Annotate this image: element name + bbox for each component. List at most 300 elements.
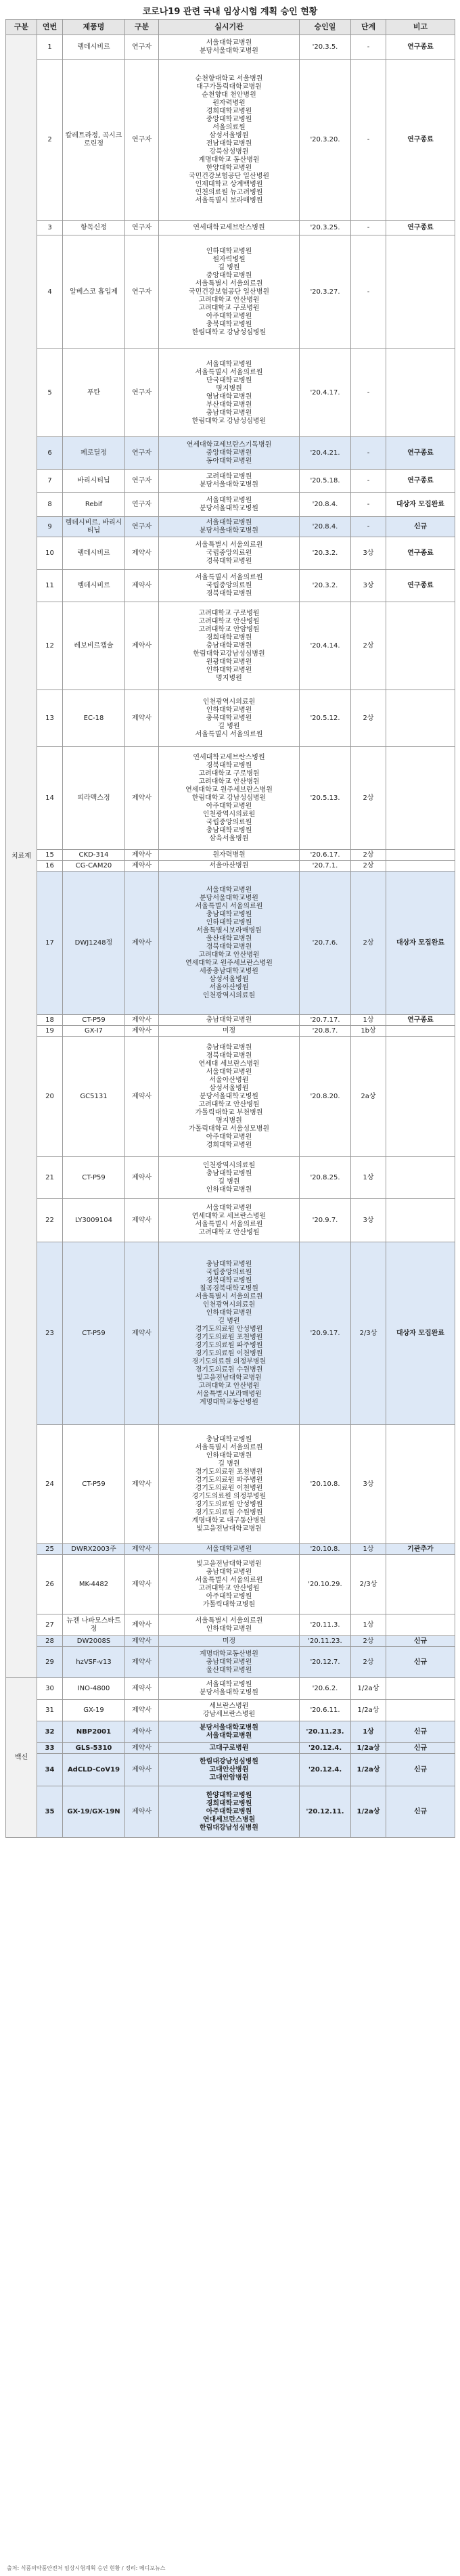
product-name: NBP2001 [63,1721,125,1743]
product-name: 알베스코 흡입제 [63,235,125,349]
status-note [386,1199,455,1242]
institution-list [159,1555,300,1614]
sponsor-type: 제약사 [125,1678,159,1700]
table-row [6,690,455,747]
institution-item: 충남대학교병원 [206,641,252,650]
status-note: 연구종료 [386,537,455,570]
table-row [6,1015,455,1026]
table-header-row [6,20,455,35]
trial-phase: 2/3상 [351,1242,386,1425]
institution-item: 서울아산병원 [209,1076,249,1084]
approval-date: '20.6.2. [300,1678,351,1700]
status-note: 연구종료 [386,35,455,60]
product-name: EC-18 [63,690,125,747]
sponsor-type: 제약사 [125,1786,159,1838]
trial-phase: 2상 [351,872,386,1015]
institution-item: 고려대학교 안산병원 [198,777,260,786]
institution-item: 고려대학교병원 [206,472,252,480]
approval-date: '20.9.7. [300,1199,351,1242]
institution-item: 중앙대학교병원 [206,449,252,457]
institution-item: 고려대학교 구로병원 [198,304,260,312]
institution-item: 영남대학교병원 [206,392,252,401]
institution-item: 서울대학교병원 [206,39,252,47]
approval-date: '20.7.6. [300,872,351,1015]
institution-item: 세브란스병원 [209,1702,249,1710]
status-note [386,1037,455,1157]
row-number: 4 [37,235,63,349]
institution-item: 서울특별시 서울의료원 [195,573,263,581]
institution-item: 서울아산병원 [209,861,249,869]
institution-item: 한양대학교병원 [206,164,252,172]
sponsor-type: 제약사 [125,747,159,850]
status-note: 연구종료 [386,470,455,493]
approval-date: '20.8.4. [300,517,351,537]
product-name: CT-P59 [63,1425,125,1544]
table-row [6,1678,455,1700]
approval-date: '20.12.4. [300,1743,351,1754]
product-name: CT-P59 [63,1015,125,1026]
table-row [6,747,455,850]
institution-item: 가톨릭대학교 서울성모병원 [188,1125,270,1133]
table-row [6,1647,455,1678]
status-note [386,1157,455,1199]
table-row [6,1037,455,1157]
institution-item: 계명대학교 동산병원 [198,156,260,164]
row-number: 10 [37,537,63,570]
institution-item: 고대안암병원 [209,1773,249,1782]
institution-item: 서울특별시 서울의료원 [195,1443,263,1451]
institution-item: 중앙대학교병원 [206,271,252,279]
sponsor-type: 제약사 [125,1242,159,1425]
institution-list [159,1015,300,1026]
product-name: 바리시티닙 [63,470,125,493]
header-product: 제품명 [63,20,125,35]
institution-item: 충북대학교병원 [206,714,252,722]
institution-item: 서울특별시 서울의료원 [195,1292,263,1301]
trial-phase: 1상 [351,1614,386,1636]
institution-item: 연세대학교 세브란스병원 [191,1212,267,1220]
institution-item: 경기도의료원 이천병원 [195,1484,263,1492]
status-note: 신규 [386,1754,455,1786]
status-note [386,747,455,850]
institution-item: 서울대학교병원 [206,1204,252,1212]
institution-item: 한림대강남성심병원 [200,1757,258,1765]
institution-item: 충북대학교병원 [206,320,252,328]
institution-item: 빛고을전남대학교병원 [196,1560,262,1568]
institution-item: 고려대학교 안산병원 [198,1228,260,1236]
sponsor-type: 제약사 [125,1157,159,1199]
sponsor-type: 제약사 [125,1026,159,1037]
row-number: 29 [37,1647,63,1678]
row-number: 14 [37,747,63,850]
table-row [6,221,455,235]
trial-phase: 3상 [351,1199,386,1242]
product-name: hzVSF-v13 [63,1647,125,1678]
row-number: 18 [37,1015,63,1026]
row-number: 2 [37,60,63,221]
trial-phase: - [351,35,386,60]
sponsor-type: 연구자 [125,60,159,221]
institution-item: 대구가톨릭대학교병원 [196,83,262,91]
institution-item: 국민건강보험공단 일산병원 [188,172,270,180]
table-row [6,861,455,872]
institution-item: 경기도의료원 안성병원 [195,1325,263,1333]
institution-list [159,1026,300,1037]
row-number: 35 [37,1786,63,1838]
institution-item: 한림대학교 강남성심병원 [191,794,267,802]
institution-item: 삼성서울병원 [209,975,249,983]
institution-item: 울산대학교병원 [206,1666,252,1674]
institution-item: 한림대학교 강남성심병원 [191,328,267,336]
institution-item: 국립중앙의료원 [206,581,252,589]
sponsor-type: 제약사 [125,570,159,602]
institution-list [159,690,300,747]
row-number: 12 [37,602,63,690]
status-note [386,602,455,690]
approval-date: '20.10.8. [300,1544,351,1555]
approval-date: '20.3.20. [300,60,351,221]
institution-item: 강남세브란스병원 [202,1710,256,1718]
header-type: 구분 [125,20,159,35]
institution-item: 서울특별시 서울의료원 [195,730,263,738]
institution-item: 충남대학교병원 [206,1658,252,1666]
product-name: GX-I7 [63,1026,125,1037]
institution-item: 고려대학교 안산병원 [198,1584,260,1592]
sponsor-type: 제약사 [125,1743,159,1754]
institution-item: 부산대학교병원 [206,401,252,409]
institution-item: 경희대학교병원 [206,107,252,115]
row-number: 15 [37,850,63,861]
trial-phase: 1/2a상 [351,1678,386,1700]
approval-date: '20.5.18. [300,470,351,493]
product-name: DWRX2003주 [63,1544,125,1555]
status-note [386,690,455,747]
approval-date: '20.6.17. [300,850,351,861]
institution-item: 전남대학교병원 [206,139,252,148]
product-name: 렘데시비르 [63,537,125,570]
institution-item: 경기도의료원 의정부병원 [191,1357,267,1365]
sponsor-type: 제약사 [125,872,159,1015]
institution-item: 국립중앙의료원 [206,818,252,826]
institution-item: 서울대학교병원 [206,360,252,368]
status-note: 연구종료 [386,1015,455,1026]
product-name: GC5131 [63,1037,125,1157]
institution-list [159,235,300,349]
institution-item: 계명대학교 대구동산병원 [191,1516,267,1524]
institution-item: 고려대학교 안산병원 [198,1100,260,1108]
trial-phase: 2상 [351,602,386,690]
institution-item: 서울특별시 서울의료원 [195,541,263,549]
institution-item: 명지병원 [216,384,242,392]
status-note: 연구종료 [386,437,455,470]
product-name: 레보비르캡슐 [63,602,125,690]
institution-list [159,850,300,861]
table-row [6,1026,455,1037]
institution-item: 국민건강보험공단 일산병원 [188,288,270,296]
institution-item: 한림대학교 강남성심병원 [191,417,267,425]
institution-item: 경북대학교병원 [206,943,252,951]
institution-item: 서울특별시 서울의료원 [195,902,263,910]
institution-item: 충남대학교병원 [206,1043,252,1052]
status-note: 대상자 모집완료 [386,493,455,517]
table-row [6,60,455,221]
row-number: 23 [37,1242,63,1425]
table-row [6,1544,455,1555]
institution-list [159,1425,300,1544]
product-name: 피라맥스정 [63,747,125,850]
row-number: 3 [37,221,63,235]
institution-item: 인제대학교 상계백병원 [195,180,263,188]
institution-item: 분당서울대학교병원 [200,526,258,535]
approval-date: '20.5.12. [300,690,351,747]
institution-item: 동아대학교병원 [206,457,252,465]
source-note: 출처: 식품의약품안전처 임상시험계획 승인 현황 / 정리: 메디포뉴스 [7,2565,166,2571]
row-number: 16 [37,861,63,872]
trial-phase: 1상 [351,1721,386,1743]
trial-phase: 2/3상 [351,1555,386,1614]
table-row [6,1614,455,1636]
institution-item: 분당서울대학교병원 [200,480,258,489]
sponsor-type: 제약사 [125,602,159,690]
product-name: 항독신정 [63,221,125,235]
institution-list [159,1721,300,1743]
sponsor-type: 연구자 [125,235,159,349]
institution-item: 서울대학교병원 [206,886,252,894]
institution-item: 경기도의료원 의정부병원 [191,1492,267,1500]
product-name: CG-CAM20 [63,861,125,872]
institution-list [159,1678,300,1700]
institution-item: 길 병원 [218,263,240,271]
institution-item: 충남대학교병원 [206,1260,252,1268]
trial-phase: 1상 [351,1157,386,1199]
institution-list [159,1199,300,1242]
sponsor-type: 연구자 [125,470,159,493]
institution-item: 서울특별시 서울의료원 [195,1576,263,1584]
institution-list [159,517,300,537]
table-row [6,1636,455,1647]
product-name: CKD-314 [63,850,125,861]
sponsor-type: 제약사 [125,850,159,861]
institution-item: 경기도의료원 수원병원 [195,1365,263,1374]
row-number: 13 [37,690,63,747]
table-row [6,1555,455,1614]
row-number: 8 [37,493,63,517]
approval-date: '20.12.7. [300,1647,351,1678]
sponsor-type: 제약사 [125,1015,159,1026]
trial-phase: - [351,349,386,437]
status-note [386,850,455,861]
institution-list [159,60,300,221]
institution-item: 분당서울대학교병원 [200,894,258,902]
table-row [6,602,455,690]
institution-item: 고대안산병원 [209,1765,249,1773]
institution-item: 고대구로병원 [209,1744,249,1752]
institution-item: 가톨릭대학교병원 [202,1600,256,1608]
institution-item: 경기도의료원 포천병원 [195,1468,263,1476]
product-name: DWJ1248정 [63,872,125,1015]
institution-item: 서울대학교병원 [206,1068,252,1076]
institution-list [159,35,300,60]
status-note: 연구종료 [386,221,455,235]
institution-item: 길 병원 [218,1317,240,1325]
approval-date: '20.12.4. [300,1754,351,1786]
institution-item: 인천광역시의료원 [202,698,256,706]
institution-item: 경북대학교병원 [206,761,252,769]
product-name: GLS-5310 [63,1743,125,1754]
institution-item: 인천광역시의료원 [202,810,256,818]
trial-phase: - [351,221,386,235]
institution-list [159,470,300,493]
institution-list [159,437,300,470]
status-note: 연구종료 [386,60,455,221]
sponsor-type: 연구자 [125,517,159,537]
table-row [6,437,455,470]
product-name: 푸탄 [63,349,125,437]
trial-phase: 2상 [351,1647,386,1678]
institution-item: 인천의료원 뉴고려병원 [195,188,263,196]
institution-item: 원자력병원 [212,851,246,859]
header-institution: 실시기관 [159,20,300,35]
institution-item: 인천광역시의료원 [202,1301,256,1309]
status-note: 대상자 모집완료 [386,1242,455,1425]
institution-item: 명지병원 [216,674,242,682]
approval-date: '20.5.13. [300,747,351,850]
approval-date: '20.4.21. [300,437,351,470]
approval-date: '20.11.3. [300,1614,351,1636]
institution-item: 경희대학교병원 [206,1141,252,1149]
institution-item: 서울특별시보라매병원 [196,926,262,934]
institution-list [159,747,300,850]
row-number: 6 [37,437,63,470]
institution-list [159,570,300,602]
institution-item: 연대세브란스병원 [202,1815,256,1824]
approval-date: '20.3.2. [300,537,351,570]
institution-item: 서울대학교병원 [206,518,252,526]
approval-date: '20.7.17. [300,1015,351,1026]
institution-item: 인하대학교병원 [206,666,252,674]
institution-item: 아주대학교병원 [206,1592,252,1600]
institution-item: 서울대학교병원 [206,496,252,504]
institution-item: 한양대학교병원 [206,1791,252,1799]
sponsor-type: 제약사 [125,861,159,872]
product-name: LY3009104 [63,1199,125,1242]
table-row [6,570,455,602]
table-row [6,493,455,517]
institution-item: 경기도의료원 수원병원 [195,1508,263,1516]
institution-item: 길 병원 [218,1460,240,1468]
table-row [6,1157,455,1199]
institution-list [159,861,300,872]
institution-item: 경기도의료원 파주병원 [195,1476,263,1484]
institution-list [159,1786,300,1838]
institution-item: 연세대학교세브란스병원 [193,223,265,231]
institution-item: 서울특별시 서울의료원 [195,279,263,288]
institution-item: 빛고을전남대학교병원 [196,1524,262,1533]
institution-item: 삼성서울병원 [209,1084,249,1092]
status-note: 신규 [386,1786,455,1838]
institution-item: 인하대학교병원 [206,1185,252,1194]
institution-item: 단국대학교병원 [206,376,252,384]
institution-item: 분당서울대학교병원 [200,1688,258,1696]
table-row [6,1242,455,1425]
institution-item: 아주대학교병원 [206,1133,252,1141]
institution-item: 순천향대학교 서울병원 [195,74,263,83]
institution-item: 울산대학교병원 [206,934,252,943]
row-number: 34 [37,1754,63,1786]
row-number: 26 [37,1555,63,1614]
institution-item: 인하대학교병원 [206,918,252,926]
product-name: DW2008S [63,1636,125,1647]
institution-item: 미정 [222,1637,236,1645]
institution-item: 경북대학교병원 [206,589,252,597]
institution-item: 국립중앙의료원 [206,549,252,557]
institution-item: 연세대학교 원주세브란스병원 [185,959,273,967]
sponsor-type: 제약사 [125,1037,159,1157]
institution-list [159,221,300,235]
institution-item: 연세대학교세브란스병원 [193,753,265,761]
row-number: 11 [37,570,63,602]
approval-date: '20.11.23. [300,1636,351,1647]
status-note: 대상자 모집완료 [386,872,455,1015]
trial-phase: 2상 [351,850,386,861]
table-row [6,872,455,1015]
status-note [386,1678,455,1700]
status-note [386,1425,455,1544]
institution-item: 서울대학교병원 [206,1545,252,1553]
row-number: 31 [37,1700,63,1721]
institution-item: 경희대학교병원 [206,633,252,641]
trial-phase: - [351,235,386,349]
sponsor-type: 제약사 [125,1199,159,1242]
product-name: 페로딜정 [63,437,125,470]
institution-item: 국립중앙의료원 [206,1268,252,1276]
institution-item: 순천향대 천안병원 [202,91,256,99]
product-name: 렘데시비르 [63,570,125,602]
approval-date: '20.12.11. [300,1786,351,1838]
table-body [6,35,455,1838]
status-note: 신규 [386,1743,455,1754]
institution-item: 고려대학교 구로병원 [198,609,260,617]
trial-phase: 1/2a상 [351,1700,386,1721]
table-row [6,35,455,60]
institution-item: 계명대학교동산병원 [200,1650,258,1658]
institution-list [159,872,300,1015]
institution-item: 삼육서울병원 [209,834,249,842]
product-name: 렘데시비르 [63,35,125,60]
table-row [6,1700,455,1721]
row-number: 25 [37,1544,63,1555]
institution-list [159,1636,300,1647]
table-row [6,349,455,437]
approval-date: '20.8.4. [300,493,351,517]
approval-date: '20.9.17. [300,1242,351,1425]
approval-date: '20.3.25. [300,221,351,235]
category-cell: 치료제 [6,35,37,1678]
row-number: 17 [37,872,63,1015]
approval-date: '20.3.5. [300,35,351,60]
trial-phase: 3상 [351,1425,386,1544]
institution-item: 경기도의료원 이천병원 [195,1349,263,1357]
institution-list [159,1647,300,1678]
institution-item: 서울특별시 서울의료원 [195,1617,263,1625]
status-note [386,349,455,437]
status-note [386,1614,455,1636]
approval-date: '20.4.14. [300,602,351,690]
institution-item: 명지병원 [216,1116,242,1125]
institution-item: 충남대학교병원 [206,409,252,417]
sponsor-type: 제약사 [125,1721,159,1743]
institution-item: 분당서울대학교병원 [200,504,258,512]
